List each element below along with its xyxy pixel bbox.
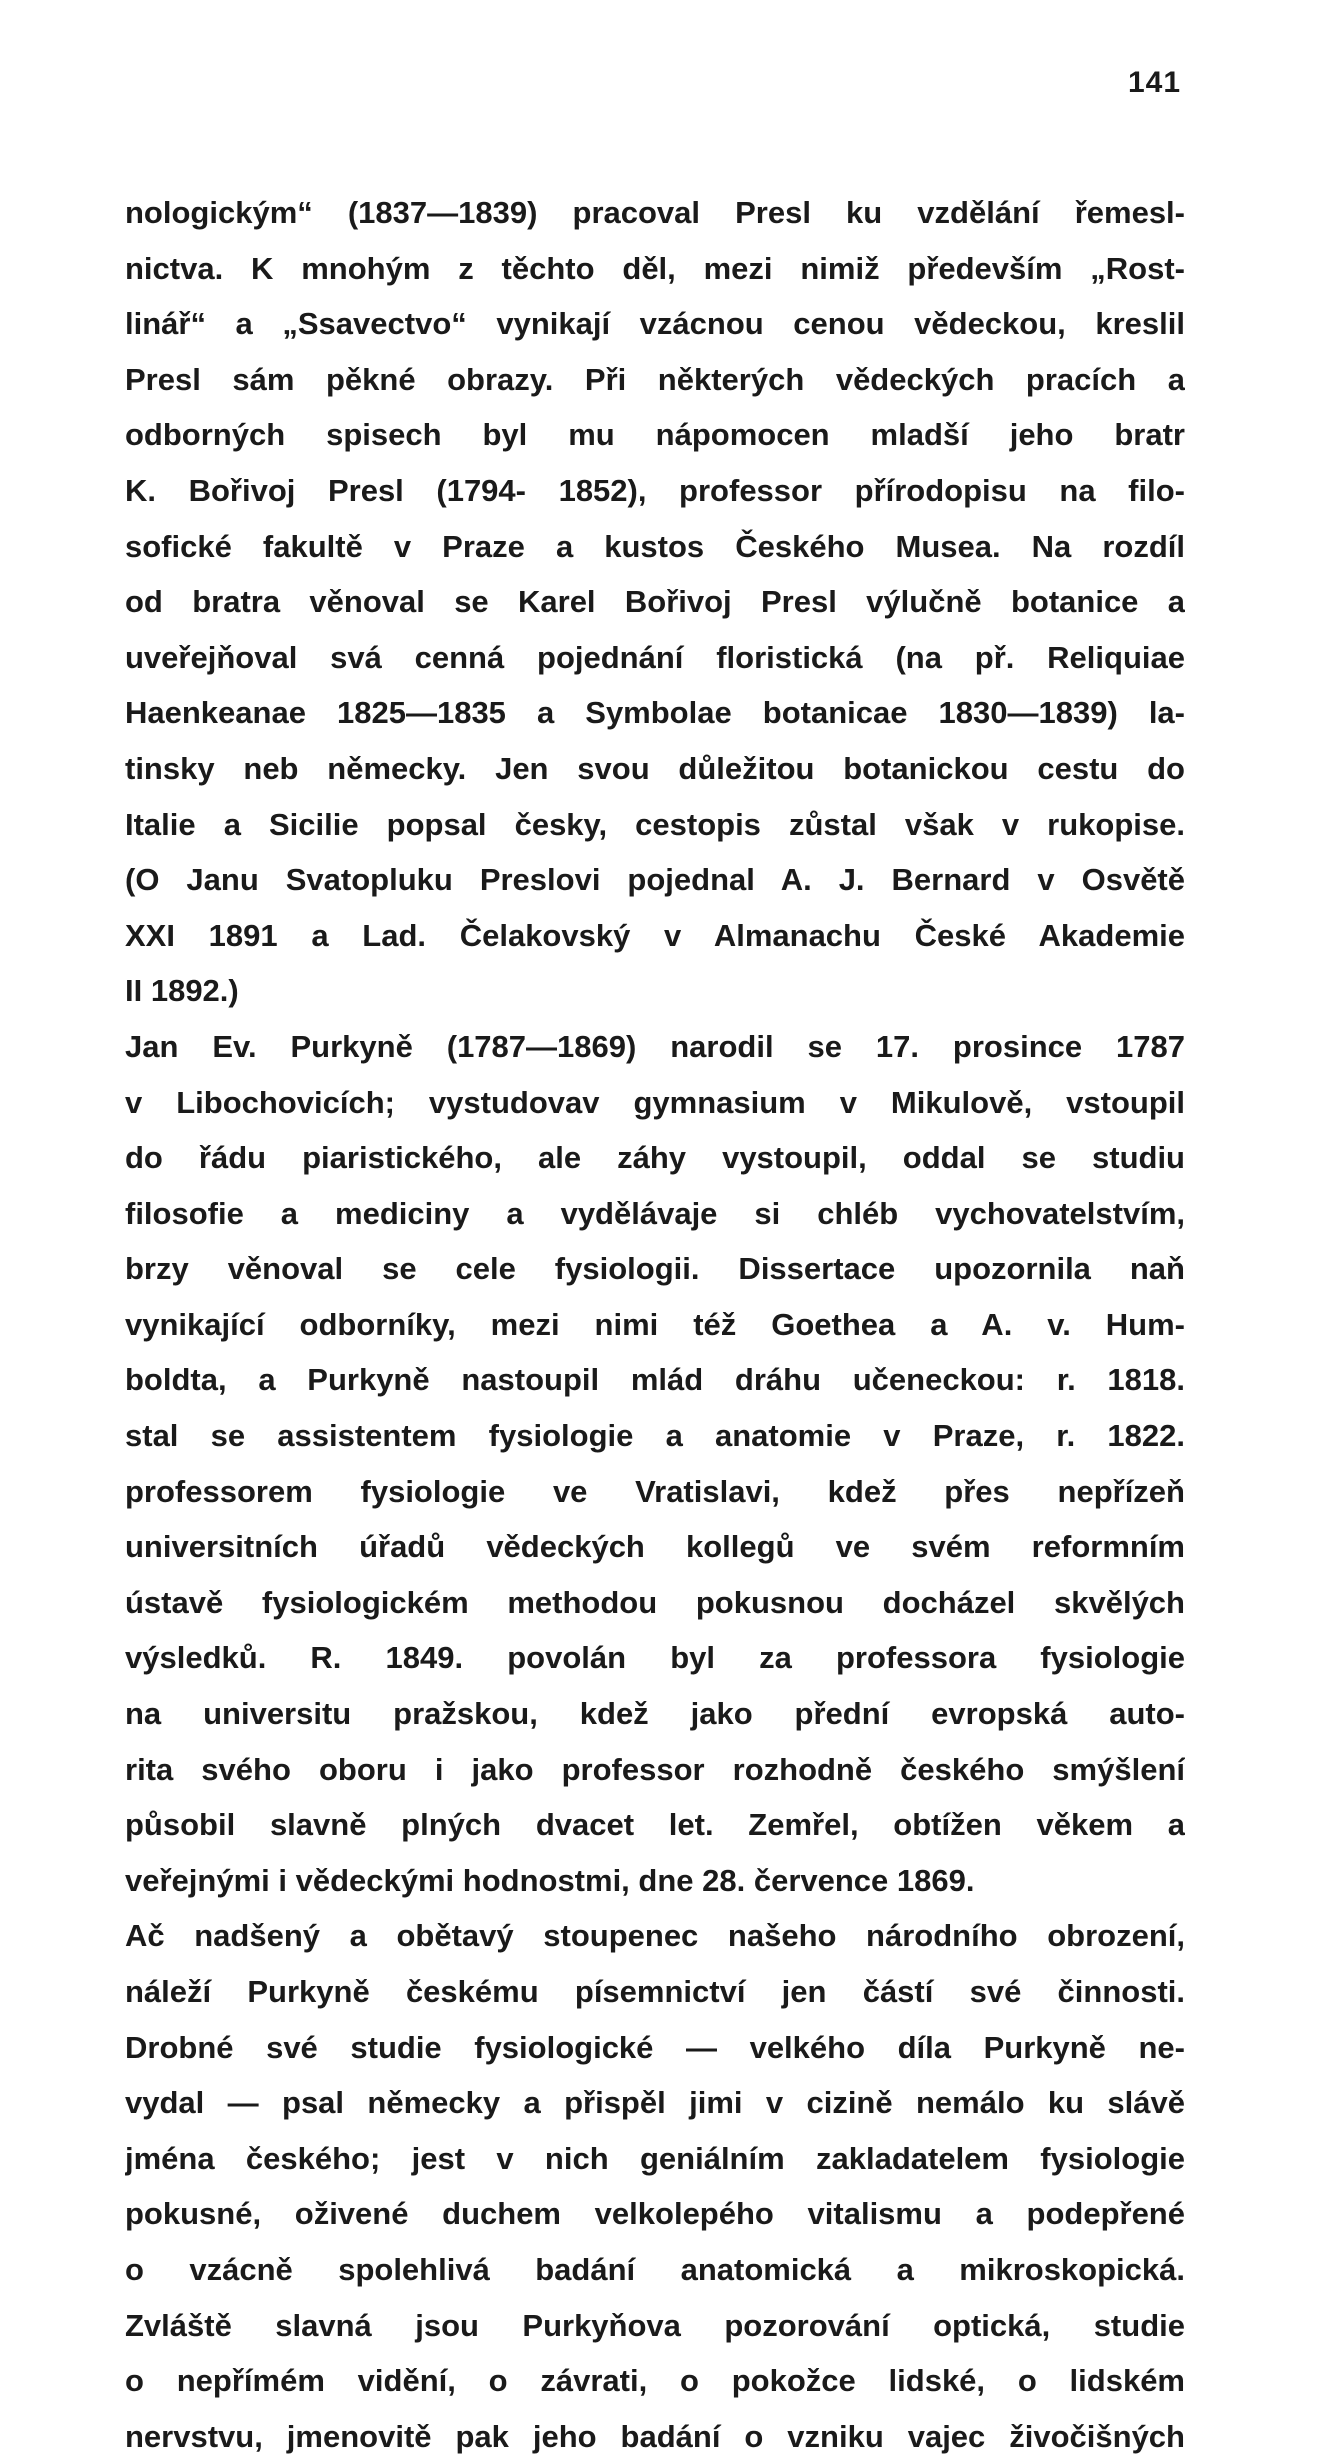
- text-line: boldta, a Purkyně nastoupil mlád dráhu učeneckou: r. 1818.: [125, 1362, 1185, 1398]
- text-line: odborných spisech byl mu nápomocen mladší jeho bratr: [125, 417, 1185, 453]
- text-line: sofické fakultě v Praze a kustos Českého Musea. Na rozdíl: [125, 528, 1185, 564]
- body-text: [125, 185, 1185, 2464]
- text-line: Drobné své studie fysiologické — velkého díla Purkyně ne-: [125, 2029, 1185, 2065]
- text-line: nervstvu, jmenovitě pak jeho badání o vzniku vajec živočišných: [125, 2418, 1185, 2454]
- text-line: filosofie a mediciny a vydělávaje si chléb vychovatelstvím,: [125, 1195, 1185, 1231]
- text-line: do řádu piaristického, ale záhy vystoupil, oddal se studiu: [125, 1140, 1185, 1176]
- text-line: vynikající odborníky, mezi nimi též Goethea a A. v. Hum-: [125, 1306, 1185, 1342]
- text-line: veřejnými i vědeckými hodnostmi, dne 28. července 1869.: [125, 1862, 975, 1898]
- text-line: Presl sám pěkné obrazy. Při některých vědeckých pracích a: [125, 361, 1185, 397]
- text-line: výsledků. R. 1849. povolán byl za professora fysiologie: [125, 1640, 1185, 1676]
- text-line: uveřejňoval svá cenná pojednání floristická (na př. Reliquiae: [125, 639, 1185, 675]
- text-line: Zvláště slavná jsou Purkyňova pozorování optická, studie: [125, 2307, 1185, 2343]
- text-line: Jan Ev. Purkyně (1787—1869) narodil se 17. prosince 1787: [125, 1028, 1185, 1064]
- text-line: K. Bořivoj Presl (1794- 1852), professor přírodopisu na filo-: [125, 472, 1185, 508]
- text-line: o nepřímém vidění, o závrati, o pokožce lidské, o lidském: [125, 2363, 1185, 2399]
- text-line: XXI 1891 a Lad. Čelakovský v Almanachu České Akademie: [125, 917, 1185, 953]
- text-line: Ač nadšený a obětavý stoupenec našeho národního obrození,: [125, 1918, 1185, 1954]
- text-line: o vzácně spolehlivá badání anatomická a mikroskopická.: [125, 2251, 1185, 2287]
- text-line: pokusné, oživené duchem velkolepého vitalismu a podepřené: [125, 2196, 1185, 2232]
- text-line: Haenkeanae 1825—1835 a Symbolae botanicae 1830—1839) la-: [125, 695, 1185, 731]
- text-line: stal se assistentem fysiologie a anatomie v Praze, r. 1822.: [125, 1418, 1185, 1454]
- text-line: linář“ a „Ssavectvo“ vynikají vzácnou cenou vědeckou, kreslil: [125, 306, 1185, 342]
- text-line: jména českého; jest v nich geniálním zakladatelem fysiologie: [125, 2140, 1185, 2176]
- text-line: ústavě fysiologickém methodou pokusnou docházel skvělých: [125, 1584, 1185, 1620]
- text-line: Italie a Sicilie popsal česky, cestopis zůstal však v rukopise.: [125, 806, 1185, 842]
- text-line: na universitu pražskou, kdež jako přední evropská auto-: [125, 1696, 1185, 1732]
- text-line: od bratra věnoval se Karel Bořivoj Presl výlučně botanice a: [125, 584, 1185, 620]
- text-line: (O Janu Svatopluku Preslovi pojednal A. J. Bernard v Osvětě: [125, 862, 1185, 898]
- text-line: II 1892.): [125, 973, 239, 1009]
- text-line: vydal — psal německy a přispěl jimi v cizině nemálo ku slávě: [125, 2085, 1185, 2121]
- text-line: professorem fysiologie ve Vratislavi, kdež přes nepřízeň: [125, 1473, 1185, 1509]
- text-line: v Libochovicích; vystudovav gymnasium v Mikulově, vstoupil: [125, 1084, 1185, 1120]
- text-line: brzy věnoval se cele fysiologii. Dissertace upozornila naň: [125, 1251, 1185, 1287]
- text-line: náleží Purkyně českému písemnictví jen částí své činnosti.: [125, 1974, 1185, 2009]
- text-line: universitních úřadů vědeckých kollegů ve svém reformním: [125, 1529, 1185, 1565]
- text-line: rita svého oboru i jako professor rozhodně českého smýšlení: [125, 1751, 1185, 1787]
- text-line: nictva. K mnohým z těchto děl, mezi nimiž především „Rost-: [125, 250, 1185, 286]
- text-line: tinsky neb německy. Jen svou důležitou botanickou cestu do: [125, 750, 1185, 786]
- page-number: 141: [1128, 66, 1182, 99]
- text-line: nologickým“ (1837—1839) pracoval Presl ku vzdělání řemesl-: [125, 195, 1185, 230]
- text-line: působil slavně plných dvacet let. Zemřel, obtížen věkem a: [125, 1807, 1185, 1843]
